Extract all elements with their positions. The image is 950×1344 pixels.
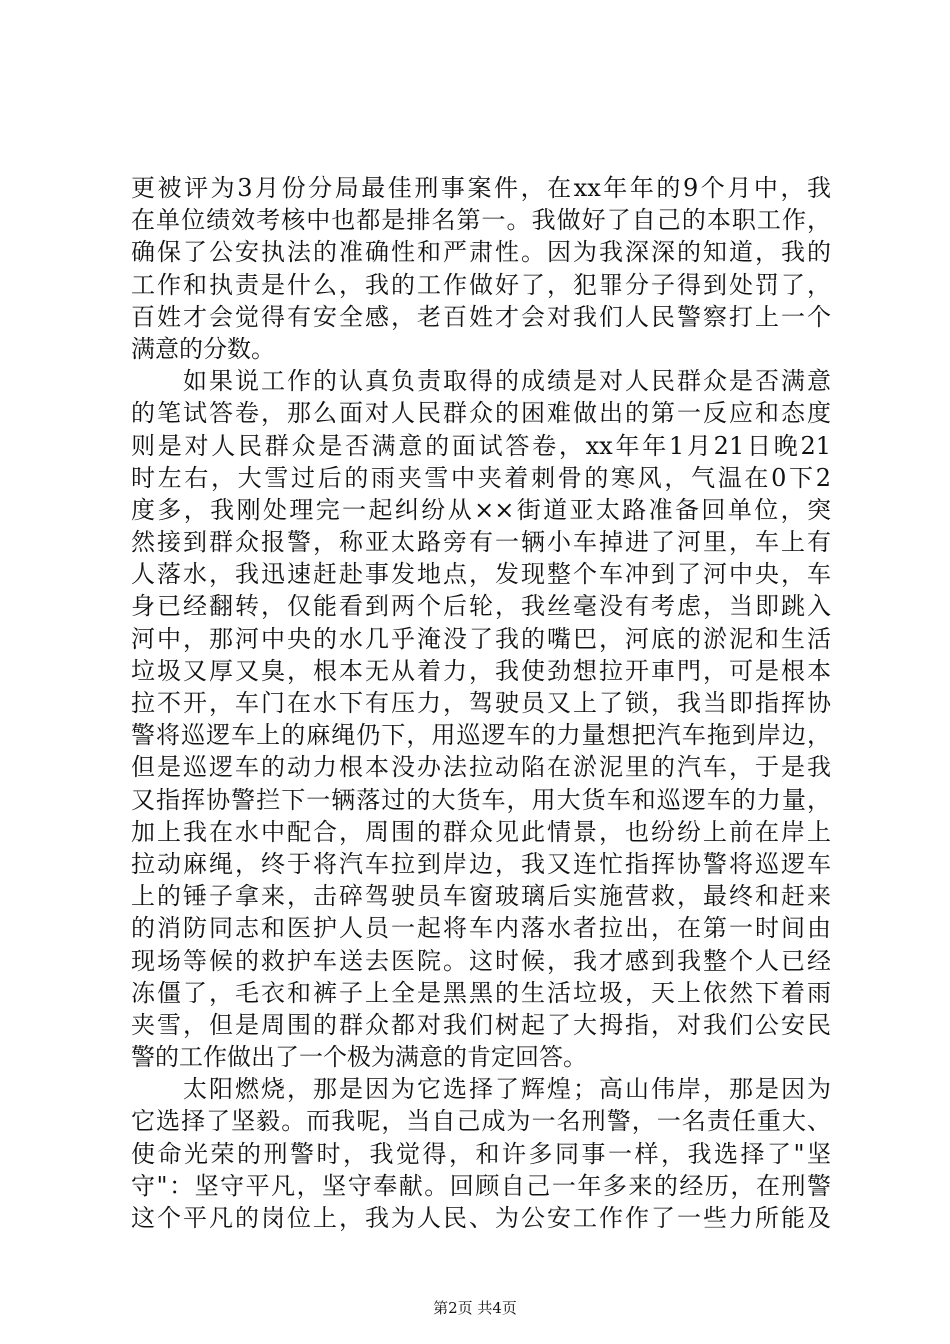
- text-line: 它选择了坚毅。而我呢，当自己成为一名刑警，一名责任重大、: [131, 1107, 831, 1136]
- text-line: 拉动麻绳，终于将汽车拉到岸边，我又连忙指挥协警将巡逻车: [131, 849, 831, 878]
- text-line: 使命光荣的刑警时，我觉得，和许多同事一样，我选择了"坚: [131, 1139, 831, 1168]
- text-line: 时左右，大雪过后的雨夹雪中夹着刺骨的寒风，气温在0下2: [131, 463, 831, 492]
- text-line: 现场等候的救护车送去医院。这时候，我才感到我整个人已经: [131, 946, 831, 975]
- body-text: [131, 172, 831, 1234]
- text-line: 又指挥协警拦下一辆落过的大货车，用大货车和巡逻车的力量，: [131, 785, 831, 814]
- text-line: 河中，那河中央的水几乎淹没了我的嘴巴，河底的淤泥和生活: [131, 624, 831, 653]
- text-line: 但是巡逻车的动力根本没办法拉动陷在淤泥里的汽车，于是我: [131, 753, 831, 782]
- text-line: 在单位绩效考核中也都是排名第一。我做好了自己的本职工作，: [131, 206, 831, 235]
- text-line: 警将巡逻车上的麻绳仍下，用巡逻车的力量想把汽车拖到岸边，: [131, 721, 831, 750]
- text-line: 身已经翻转，仅能看到两个后轮，我丝毫没有考虑，当即跳入: [131, 592, 831, 621]
- text-line: 垃圾又厚又臭，根本无从着力，我使劲想拉开車門，可是根本: [131, 656, 831, 685]
- text-line: 警的工作做出了一个极为满意的肯定回答。: [131, 1043, 587, 1072]
- text-line: 工作和执责是什么，我的工作做好了，犯罪分子得到处罚了，: [131, 270, 831, 299]
- text-line: 满意的分数。: [131, 334, 275, 363]
- text-line: 夹雪，但是周围的群众都对我们树起了大拇指，对我们公安民: [131, 1010, 831, 1039]
- text-line: 如果说工作的认真负责取得的成绩是对人民群众是否满意: [131, 367, 831, 396]
- text-line: 度多，我刚处理完一起纠纷从××街道亚太路准备回单位，突: [131, 495, 831, 524]
- text-line: 加上我在水中配合，周围的群众见此情景，也纷纷上前在岸上: [131, 817, 831, 846]
- text-line: 拉不开，车门在水下有压力，驾驶员又上了锁，我当即指挥协: [131, 689, 831, 717]
- text-line: 太阳燃烧，那是因为它选择了辉煌；高山伟岸，那是因为: [131, 1075, 831, 1104]
- text-line: 的消防同志和医护人员一起将车内落水者拉出，在第一时间由: [131, 914, 831, 943]
- text-line: 则是对人民群众是否满意的面试答卷，xx年年1月21日晚21: [131, 431, 831, 460]
- text-line: 更被评为3月份分局最佳刑事案件，在xx年年的9个月中，我: [131, 174, 831, 202]
- text-line: 守"：坚守平凡，坚守奉献。回顾自己一年多来的经历，在刑警: [131, 1171, 831, 1200]
- page-number-footer: 第2页 共4页: [433, 1299, 517, 1317]
- text-line: 这个平凡的岗位上，我为人民、为公安工作作了一些力所能及: [131, 1204, 831, 1232]
- text-line: 然接到群众报警，称亚太路旁有一辆小车掉进了河里，车上有: [131, 528, 831, 557]
- text-line: 百姓才会觉得有安全感，老百姓才会对我们人民警察打上一个: [131, 302, 831, 331]
- text-line: 的笔试答卷，那么面对人民群众的困难做出的第一反应和态度: [131, 399, 831, 428]
- text-line: 冻僵了，毛衣和裤子上全是黑黑的生活垃圾，天上依然下着雨: [131, 978, 831, 1007]
- text-line: 确保了公安执法的准确性和严肃性。因为我深深的知道，我的: [131, 238, 831, 267]
- text-line: 上的锤子拿来，击碎驾驶员车窗玻璃后实施营救，最终和赶来: [131, 882, 831, 911]
- text-line: 人落水，我迅速赶赴事发地点，发现整个车冲到了河中央，车: [131, 560, 831, 589]
